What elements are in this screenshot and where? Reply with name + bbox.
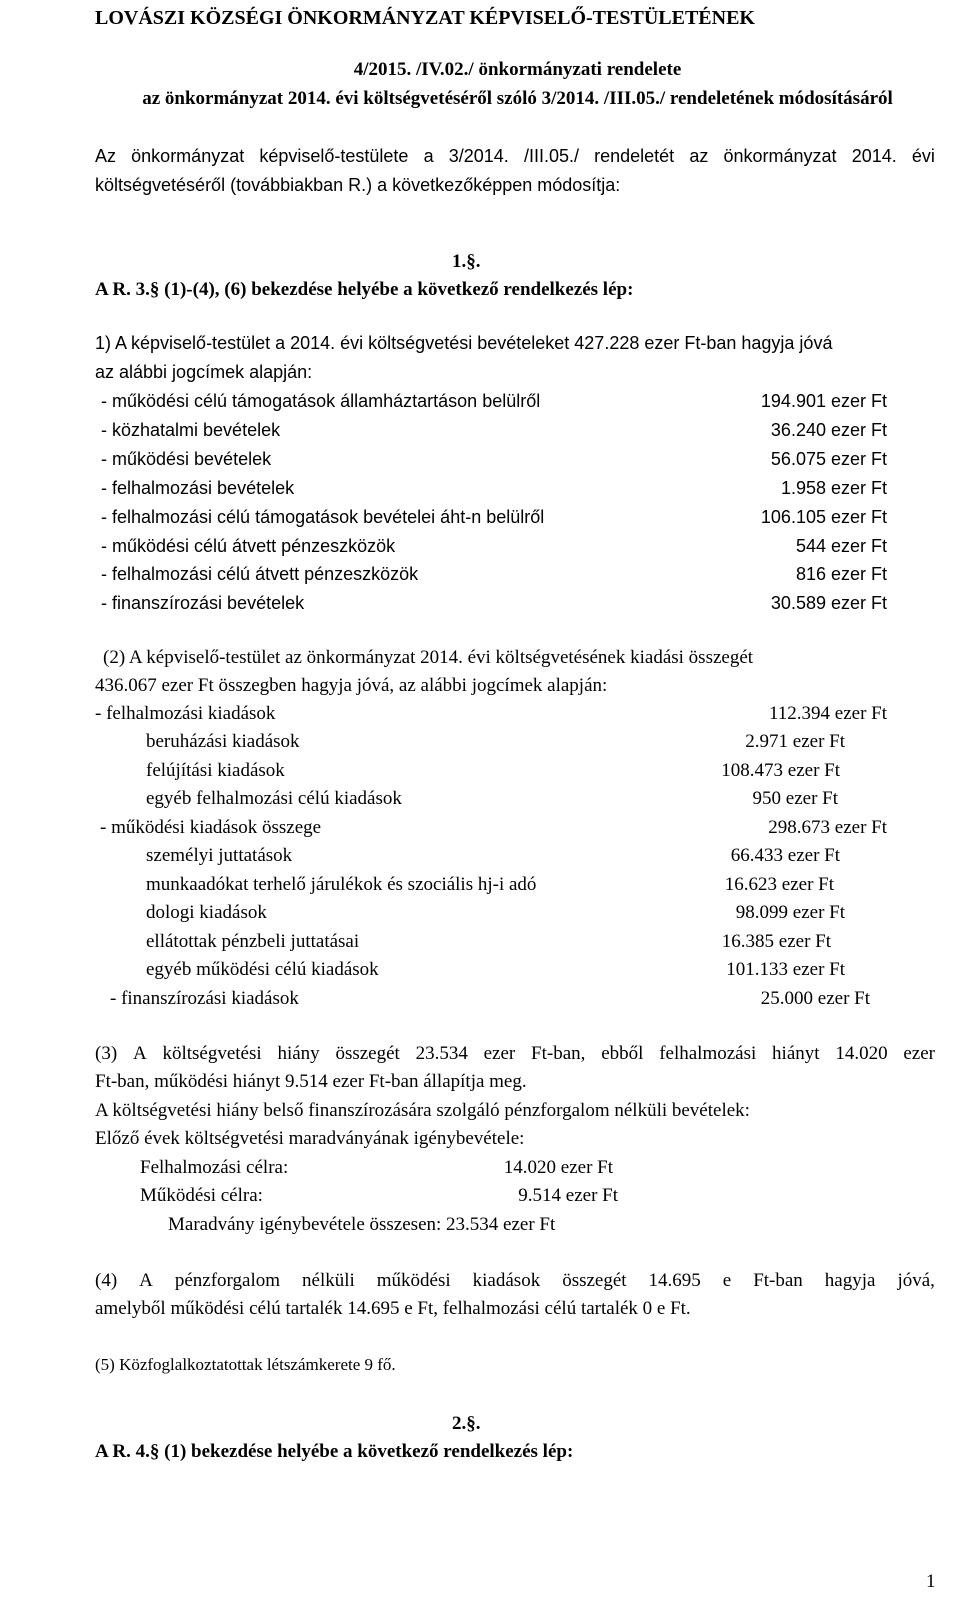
revenue-value: 544 ezer Ft <box>795 536 887 556</box>
word: képviselő-testülete <box>259 146 409 166</box>
word: önkormányzat <box>723 146 837 166</box>
revenue-label: - működési bevételek <box>101 449 272 469</box>
word: A <box>139 1270 153 1291</box>
expense-value: 16.623 ezer Ft <box>724 874 834 895</box>
paragraph-3-line-2: Ft-ban, működési hiányt 9.514 ezer Ft-ban állapítja meg. <box>95 1071 527 1092</box>
intro-line-1 <box>95 147 935 165</box>
section-2-heading-prefix: A R. 4. <box>95 1441 150 1462</box>
surplus-label: Működési célra: <box>140 1185 263 1206</box>
expense-label: egyéb működési célú kiadások <box>146 959 379 980</box>
surplus-label: Felhalmozási célra: <box>140 1157 289 1178</box>
word: költségvetési <box>162 1043 262 1064</box>
expense-label: - felhalmozási kiadások <box>95 703 276 724</box>
revenue-value: 106.105 ezer Ft <box>760 507 887 527</box>
word: kiadások <box>472 1270 541 1291</box>
section-2-heading <box>95 1442 573 1461</box>
word: Ft-ban, <box>531 1043 586 1064</box>
word: az <box>689 146 709 166</box>
revenue-value: 194.901 ezer Ft <box>760 391 887 411</box>
word: jóvá, <box>897 1270 935 1291</box>
word: 3/2014. <box>448 146 509 166</box>
word: 23.534 <box>415 1043 468 1064</box>
expense-value: 950 ezer Ft <box>752 788 838 809</box>
paragraph-3-line-4: Előző évek költségvetési maradványának igénybevétele: <box>95 1128 525 1149</box>
decree-number: 4/2015. /IV.02./ önkormányzati rendelete <box>353 59 682 80</box>
expense-value: 25.000 ezer Ft <box>760 988 870 1009</box>
surplus-total: Maradvány igénybevétele összesen: 23.534 ezer Ft <box>168 1214 556 1235</box>
revenue-value: 1.958 ezer Ft <box>780 478 887 498</box>
expense-label: munkaadókat terhelő járulékok és szociális hj-i adó <box>146 874 537 895</box>
word: hagyja <box>824 1270 876 1291</box>
intro-line-2: költségvetéséről (továbbiakban R.) a következőképpen módosítja: <box>95 175 621 195</box>
word: 2014. <box>851 146 897 166</box>
section-1-number: 1.§. <box>452 251 481 272</box>
revenue-value: 56.075 ezer Ft <box>770 449 887 469</box>
word: 14.020 <box>835 1043 888 1064</box>
expense-label: ellátottak pénzbeli juttatásai <box>146 931 360 952</box>
revenue-value: 30.589 ezer Ft <box>770 593 887 613</box>
expense-label: - működési kiadások összege <box>100 817 322 838</box>
word: összegét <box>562 1270 627 1291</box>
paragraph-5: (5) Közfoglalkoztatottak létszámkerete 9 fő. <box>95 1355 396 1374</box>
word: Ft-ban <box>753 1270 803 1291</box>
decree-subject: az önkormányzat 2014. évi költségvetéséről szóló 3/2014. /III.05./ rendeletének módosításáról <box>142 88 893 109</box>
paragraph-2-line-1: (2) A képviselő-testület az önkormányzat 2014. évi költségvetésének kiadási összegét <box>103 647 754 668</box>
word: összegét <box>335 1043 400 1064</box>
word: (3) <box>95 1043 118 1064</box>
expense-label: felújítási kiadások <box>146 760 285 781</box>
section-1-heading-prefix: A R. 3. <box>95 279 150 300</box>
word: Az <box>95 146 117 166</box>
word: /III.05./ <box>523 146 579 166</box>
revenue-value: 816 ezer Ft <box>795 564 887 584</box>
paragraph-4-line-1 <box>95 1271 935 1290</box>
word: évi <box>911 146 935 166</box>
paragraph-3-line-3: A költségvetési hiány belső finanszírozására szolgáló pénzforgalom nélküli bevételek: <box>95 1100 750 1121</box>
expense-label: személyi juttatások <box>146 845 293 866</box>
paragraph-1-line-1: 1) A képviselő-testület a 2014. évi költségvetési bevételeket 427.228 ezer Ft-ban hagyja jóvá <box>95 333 833 353</box>
document-title: LOVÁSZI KÖZSÉGI ÖNKORMÁNYZAT KÉPVISELŐ-TESTÜLETÉNEK <box>95 7 755 29</box>
paragraph-sign-icon: § <box>149 1441 160 1462</box>
word: működési <box>376 1270 451 1291</box>
revenue-value: 36.240 ezer Ft <box>770 420 887 440</box>
word: nélküli <box>302 1270 355 1291</box>
expense-value: 112.394 ezer Ft <box>768 703 887 724</box>
word: (4) <box>95 1270 118 1291</box>
word: A <box>132 1043 147 1064</box>
revenue-label: - működési célú átvett pénzeszközök <box>101 536 396 556</box>
paragraph-2-line-2: 436.067 ezer Ft összegben hagyja jóvá, az alábbi jogcímek alapján: <box>95 675 608 696</box>
surplus-value: 9.514 ezer Ft <box>518 1185 618 1206</box>
paragraph-sign-icon: § <box>149 279 160 300</box>
word: rendeletét <box>594 146 675 166</box>
word: hiányt <box>772 1043 820 1064</box>
revenue-label: - működési célú támogatások államháztartáson belülről <box>101 391 541 411</box>
expense-value: 98.099 ezer Ft <box>735 902 845 923</box>
word: felhalmozási <box>659 1043 757 1064</box>
word: pénzforgalom <box>174 1270 281 1291</box>
expense-label: beruházási kiadások <box>146 731 300 752</box>
revenue-label: - közhatalmi bevételek <box>101 420 281 440</box>
surplus-value: 14.020 ezer Ft <box>503 1157 613 1178</box>
section-1-heading-rest: (1)-(4), (6) bekezdése helyébe a következő rendelkezés lép: <box>159 279 634 300</box>
word: a <box>423 146 434 166</box>
section-2-number: 2.§. <box>452 1413 481 1434</box>
revenue-label: - felhalmozási célú támogatások bevételei áht-n belülről <box>101 507 545 527</box>
word: ezer <box>483 1043 516 1064</box>
word: ebből <box>601 1043 644 1064</box>
expense-value: 298.673 ezer Ft <box>768 817 887 838</box>
section-1-heading <box>95 280 633 299</box>
paragraph-3-line-1 <box>95 1044 935 1063</box>
page-number: 1 <box>926 1571 936 1592</box>
expense-value: 108.473 ezer Ft <box>721 760 840 781</box>
word: e <box>722 1270 732 1291</box>
word: 14.695 <box>648 1270 701 1291</box>
revenue-label: - felhalmozási célú átvett pénzeszközök <box>101 564 419 584</box>
word: önkormányzat <box>131 146 245 166</box>
word: hiány <box>277 1043 320 1064</box>
section-2-heading-rest: (1) bekezdése helyébe a következő rendelkezés lép: <box>159 1441 574 1462</box>
paragraph-1-line-2: az alábbi jogcímek alapján: <box>95 362 313 382</box>
expense-label: - finanszírozási kiadások <box>110 988 299 1009</box>
expense-value: 101.133 ezer Ft <box>726 959 845 980</box>
expense-value: 66.433 ezer Ft <box>730 845 840 866</box>
expense-value: 16.385 ezer Ft <box>721 931 831 952</box>
word: ezer <box>903 1043 935 1064</box>
revenue-label: - finanszírozási bevételek <box>101 593 305 613</box>
revenue-label: - felhalmozási bevételek <box>101 478 295 498</box>
paragraph-4-line-2: amelyből működési célú tartalék 14.695 e Ft, felhalmozási célú tartalék 0 e Ft. <box>95 1298 691 1319</box>
expense-value: 2.971 ezer Ft <box>745 731 845 752</box>
expense-label: dologi kiadások <box>146 902 267 923</box>
expense-label: egyéb felhalmozási célú kiadások <box>146 788 402 809</box>
